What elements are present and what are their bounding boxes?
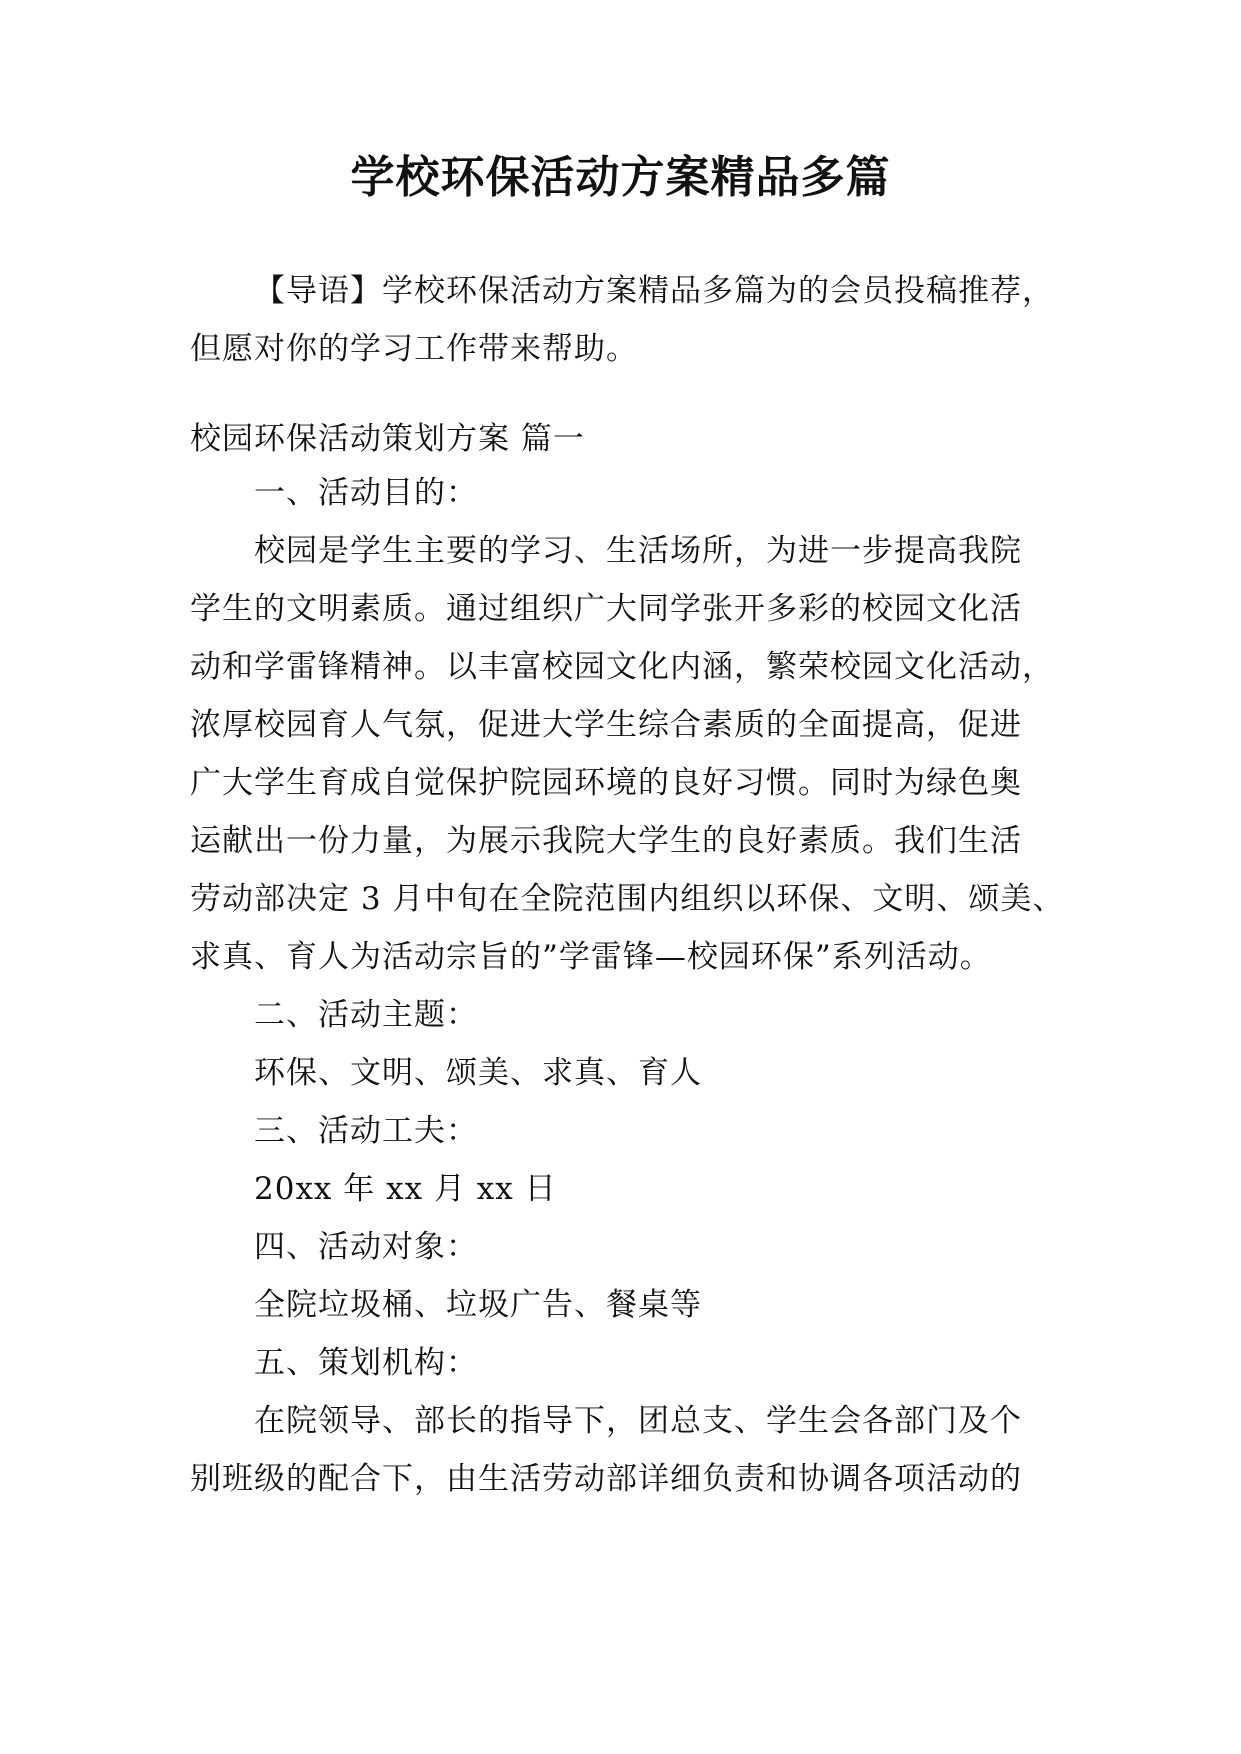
text-line: 校园是学生主要的学习、生活场所，为进一步提高我院 bbox=[254, 533, 1022, 569]
section-heading bbox=[190, 410, 1070, 468]
text-line: 四、活动对象： bbox=[254, 1229, 478, 1265]
body-content bbox=[190, 464, 1070, 1508]
text-line: 劳动部决定 3 月中旬在全院范围内组织以环保、文明、颂美、 bbox=[190, 881, 1065, 917]
intro-line: 【导语】学校环保活动方案精品多篇为的会员投稿推荐， bbox=[254, 273, 1054, 309]
text-line: 广大学生育成自觉保护院园环境的良好习惯。同时为绿色奥 bbox=[190, 765, 1022, 801]
text-line: 一、活动目的： bbox=[254, 475, 478, 511]
text-line: 动和学雷锋精神。以丰富校园文化内涵，繁荣校园文化活动， bbox=[190, 649, 1054, 685]
intro-paragraph bbox=[190, 262, 1070, 378]
text-line: 在院领导、部长的指导下，团总支、学生会各部门及个 bbox=[254, 1403, 1022, 1439]
text-line: 三、活动工夫： bbox=[254, 1113, 478, 1149]
text-line: 二、活动主题： bbox=[254, 997, 478, 1033]
section-heading-text: 校园环保活动策划方案 篇一 bbox=[190, 421, 585, 457]
text-line: 全院垃圾桶、垃圾广告、餐桌等 bbox=[254, 1287, 702, 1323]
text-line: 运献出一份力量，为展示我院大学生的良好素质。我们生活 bbox=[190, 823, 1022, 859]
intro-line: 但愿对你的学习工作带来帮助。 bbox=[190, 331, 638, 367]
text-line: 环保、文明、颂美、求真、育人 bbox=[254, 1055, 702, 1091]
text-line: 别班级的配合下，由生活劳动部详细负责和协调各项活动的 bbox=[190, 1461, 1022, 1497]
text-line: 五、策划机构： bbox=[254, 1345, 478, 1381]
text-line: 学生的文明素质。通过组织广大同学张开多彩的校园文化活 bbox=[190, 591, 1022, 627]
text-line: 求真、育人为活动宗旨的”学雷锋—校园环保”系列活动。 bbox=[190, 939, 992, 975]
document-title: 学校环保活动方案精品多篇 bbox=[350, 152, 891, 203]
text-line: 20xx 年 xx 月 xx 日 bbox=[254, 1171, 557, 1207]
text-line: 浓厚校园育人气氛，促进大学生综合素质的全面提高，促进 bbox=[190, 707, 1022, 743]
